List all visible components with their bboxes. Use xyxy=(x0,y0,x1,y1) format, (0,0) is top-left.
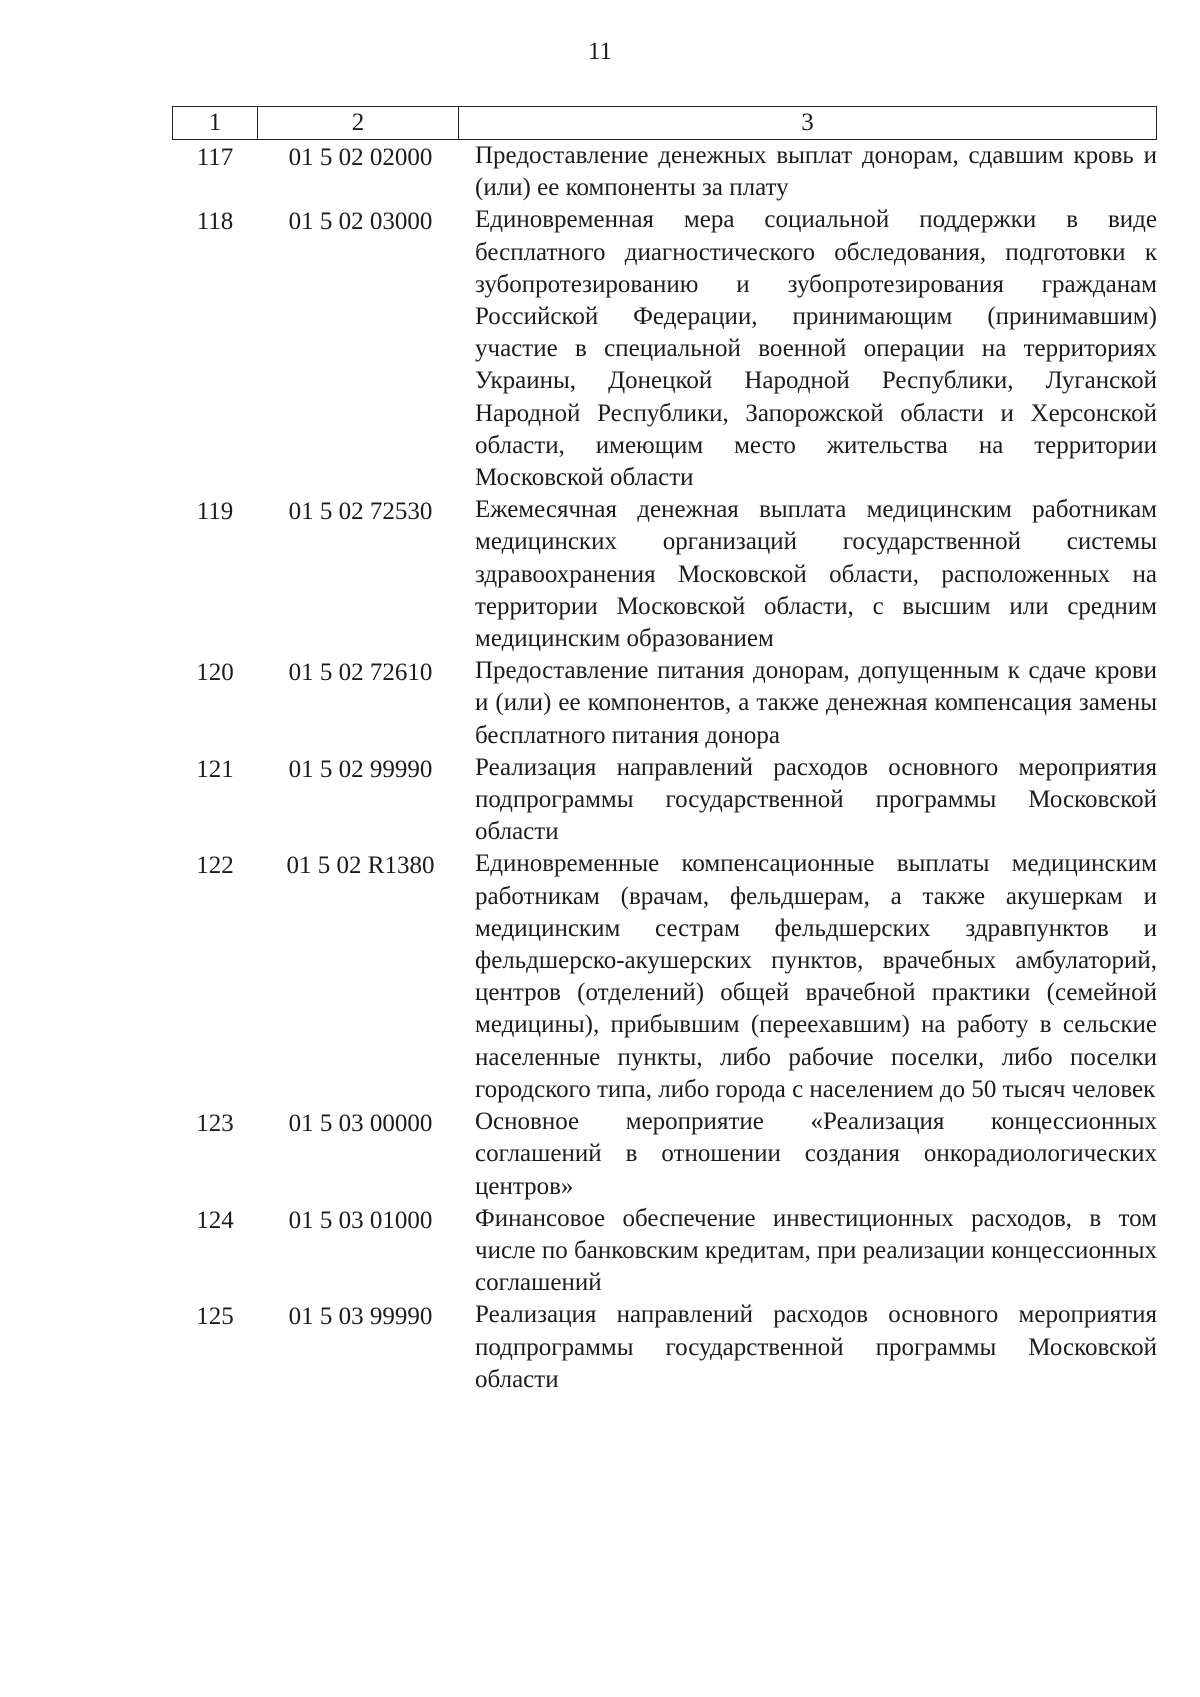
classification-table xyxy=(172,106,1157,1396)
row-description: Предоставление денежных выплат донорам, сдавшим кровь и (или) ее компоненты за плату xyxy=(475,142,1157,202)
header-col-3: 3 xyxy=(801,109,814,136)
row-description: Реализация направлений расходов основного мероприятия подпрограммы государственной программы Московской области xyxy=(475,753,1157,846)
row-number: 118 xyxy=(196,208,234,236)
row-number: 117 xyxy=(196,144,234,171)
row-number: 119 xyxy=(196,498,234,526)
row-description: Финансовое обеспечение инвестиционных расходов, в том числе по банковским кредитам, при реализации концессионных соглашений xyxy=(475,1204,1157,1297)
page-number: 11 xyxy=(587,38,613,65)
row-code: 01 5 03 00000 xyxy=(288,1110,433,1138)
row-number: 125 xyxy=(196,1303,234,1331)
row-code: 01 5 03 99990 xyxy=(288,1303,433,1331)
table-row xyxy=(172,140,1157,204)
table-row xyxy=(172,1203,1157,1300)
row-description: Предоставление питания донорам, допущенным к сдаче крови и (или) ее компонентов, а также денежная компенсация замены бесплатного питания донора xyxy=(475,657,1157,749)
row-description: Реализация направлений расходов основного мероприятия подпрограммы государственной программы Московской области xyxy=(475,1301,1157,1393)
table-row xyxy=(172,848,1157,1106)
row-description: Основное мероприятие «Реализация концессионных соглашений в отношении создания онкорадиологических центров» xyxy=(475,1108,1157,1200)
table-row xyxy=(172,752,1157,849)
row-code: 01 5 02 02000 xyxy=(288,144,433,171)
row-code: 01 5 02 72610 xyxy=(288,659,433,687)
header-col-1: 1 xyxy=(173,107,258,139)
row-code: 01 5 03 01000 xyxy=(288,1206,433,1234)
row-number: 124 xyxy=(196,1206,234,1234)
table-row xyxy=(172,204,1157,494)
row-code: 01 5 02 99990 xyxy=(288,755,433,783)
row-description: Единовременные компенсационные выплаты медицинским работникам (врачам, фельдшерам, а также акушеркам и медицинским сестрам фельдшерских здравпунктов и фельдшерско-акушерских пунктов, врачебных амбулаторий, центров (отделений) общей врачебной практики (семейной медицины), прибывшим (переехавшим) на работу в сельские населенные пункты, либо рабочие поселки, либо поселки городского типа, либо города с населением до 50 тысяч человек xyxy=(475,850,1157,1103)
row-number: 120 xyxy=(196,659,234,687)
table-header-row xyxy=(172,106,1157,140)
row-code: 01 5 02 72530 xyxy=(288,498,433,526)
row-number: 121 xyxy=(196,755,234,783)
row-number: 123 xyxy=(196,1110,234,1138)
row-description: Единовременная мера социальной поддержки в виде бесплатного диагностического обследования, подготовки к зубопротезированию и зубопротезирования гражданам Российской Федерации, принимающим (принимавшим) участие в специальной военной операции на территориях Украины, Донецкой Народной Республики, Луганской Народной Республики, Запорожской области и Херсонской области, имеющим место жительства на территории Московской области xyxy=(475,206,1157,492)
row-description: Ежемесячная денежная выплата медицинским работникам медицинских организаций государственной системы здравоохранения Московской области, расположенных на территории Московской области, с высшим или средним медицинским образованием xyxy=(475,496,1157,653)
row-code: 01 5 02 03000 xyxy=(288,208,433,236)
table-row xyxy=(172,1299,1157,1396)
header-col-2: 2 xyxy=(258,107,459,139)
table-row xyxy=(172,494,1157,655)
table-row xyxy=(172,655,1157,752)
row-number: 122 xyxy=(196,852,234,880)
row-code: 01 5 02 R1380 xyxy=(286,852,435,880)
table-row xyxy=(172,1106,1157,1203)
